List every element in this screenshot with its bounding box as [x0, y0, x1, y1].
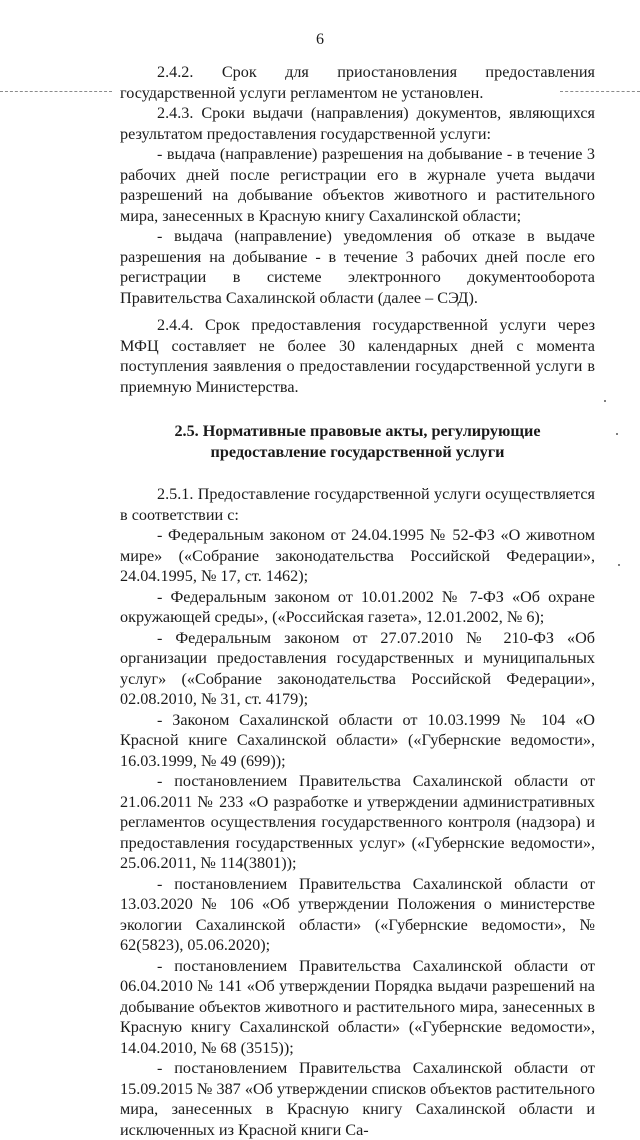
list-item-law-7-fz: - Федеральным законом от 10.01.2002 № 7-ФЗ «Об охране окружающей среды», («Российская газета», 12.01.2002, № 6);	[120, 587, 595, 626]
document-body	[120, 62, 595, 1140]
scan-artifact-dot	[604, 400, 606, 402]
paragraph-2-5-1: 2.5.1. Предоставление государственной услуги осуществляется в соответствии с:	[120, 485, 595, 524]
paragraph-2-4-3: 2.4.3. Сроки выдачи (направления) документов, являющихся результатом предоставления государственной услуги:	[120, 104, 595, 143]
list-item-permit-issuance: - выдача (направление) разрешения на добывание - в течение 3 рабочих дней после регистрации его в журнале учета выдачи разрешений на добывание объектов животного и растительного мира, занесенных в Красную книгу Сахалинской области;	[120, 145, 595, 225]
paragraph-gap	[120, 308, 595, 315]
section-heading-2-5: 2.5. Нормативные правовые акты, регулирующие предоставление государственной услуги	[174, 422, 541, 461]
list-item-decree-106: - постановлением Правительства Сахалинской области от 13.03.2020 № 106 «Об утверждении Положения о министерстве экологии Сахалинской области» («Губернские ведомости», № 62(5823), 05.06.2020);	[120, 874, 595, 954]
list-item-decree-233: - постановлением Правительства Сахалинской области от 21.06.2011 № 233 «О разработке и утверждении административных регламентов осуществления государственного контроля (надзора) и предоставления государственных услуг» («Губернские ведомости», 25.06.2011, № 114(3801));	[120, 772, 595, 872]
page-number: 6	[316, 31, 324, 48]
list-item-regional-law-104: - Законом Сахалинской области от 10.03.1999 № 104 «О Красной книге Сахалинской области» («Губернские ведомости», 16.03.1999, № 49 (699));	[120, 710, 595, 770]
paragraph-2-4-4: 2.4.4. Срок предоставления государственной услуги через МФЦ составляет не более 30 календарных дней с момента поступления заявления о предоставлении государственной услуги в приемную Министерства.	[120, 316, 595, 396]
scan-artifact-line-left	[0, 91, 112, 92]
paragraph-2-4-2: 2.4.2. Срок для приостановления предоставления государственной услуги регламентом не установлен.	[120, 63, 595, 102]
scan-artifact-dot	[616, 433, 618, 435]
list-item-decree-387: - постановлением Правительства Сахалинской области от 15.09.2015 № 387 «Об утверждении списков объектов растительного мира, занесенных в Красную книгу Сахалинской области и исключенных из Красной книги Са-	[120, 1059, 595, 1139]
list-item-decree-141: - постановлением Правительства Сахалинской области от 06.04.2010 № 141 «Об утверждении Порядка выдачи разрешений на добывание объектов животного и растительного мира, занесенных в Красную книгу Сахалинской области» («Губернские ведомости», 14.04.2010, № 68 (3515));	[120, 956, 595, 1057]
list-item-law-210-fz: - Федеральным законом от 27.07.2010 № 210-ФЗ «Об организации предоставления государственных и муниципальных услуг» («Собрание законодательства Российской Федерации», 02.08.2010, № 31, ст. 4179);	[120, 628, 595, 708]
list-item-law-52-fz: - Федеральным законом от 24.04.1995 № 52-ФЗ «О животном мире» («Собрание законодательства Российской Федерации», 24.04.1995, № 17, ст. 1462);	[120, 526, 595, 585]
scan-artifact-dot	[618, 564, 620, 566]
list-item-refusal-notice: - выдача (направление) уведомления об отказе в выдаче разрешения на добывание - в течение 3 рабочих дней после его регистрации в системе электронного документооборота Правительства Сахалинской области (далее – СЭД).	[120, 227, 595, 307]
